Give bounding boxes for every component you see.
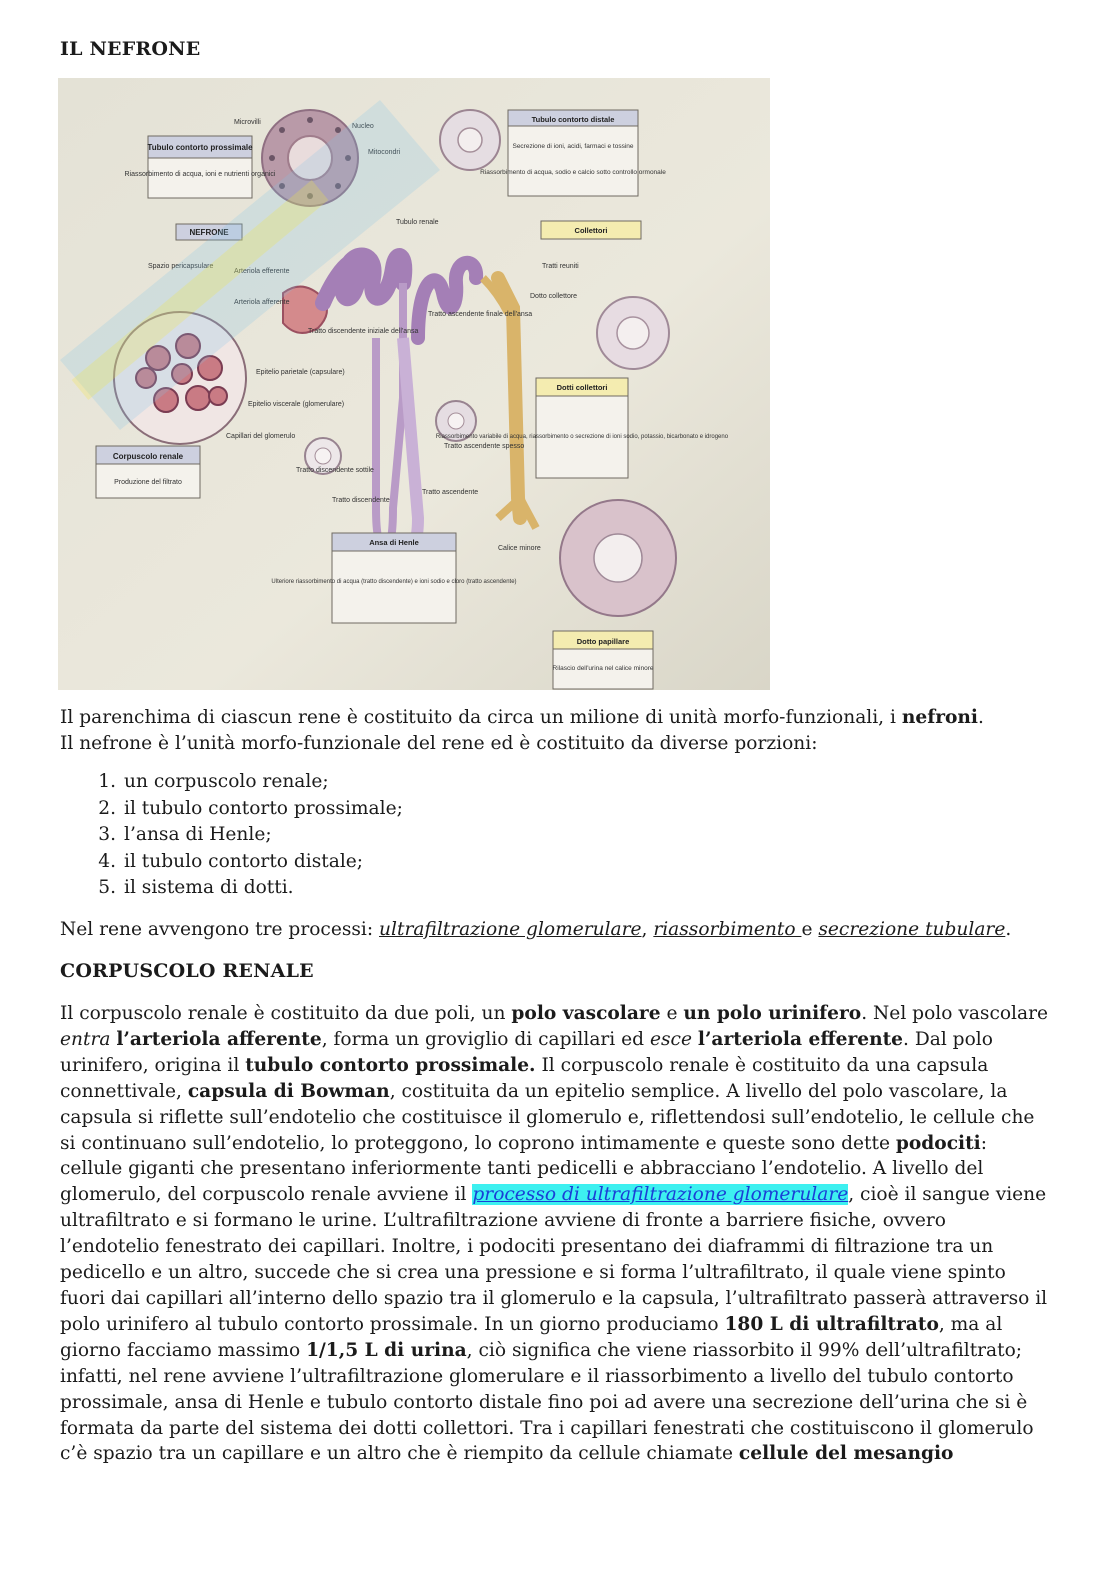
box-nefrone bbox=[176, 224, 242, 240]
svg-text:Rilascio dell'urina nel calice: Rilascio dell'urina nel calice minore bbox=[552, 665, 654, 672]
label-art-eff: Arteriola efferente bbox=[234, 268, 290, 275]
corpuscle-drawing bbox=[114, 312, 246, 444]
label-tratto-asc: Tratto ascendente bbox=[422, 489, 479, 496]
label-art-aff: Arteriola afferente bbox=[234, 299, 290, 306]
list-item: 1. un corpuscolo renale; bbox=[98, 771, 329, 792]
label-asc-spesso: Tratto ascendente spesso bbox=[444, 443, 525, 450]
label-disc-iniz: Tratto discendente iniziale dell'ansa bbox=[308, 328, 419, 335]
svg-text:Secrezione di ioni, acidi, far: Secrezione di ioni, acidi, farmaci e tossine bbox=[512, 143, 634, 150]
svg-text:Tubulo contorto prossimale: Tubulo contorto prossimale bbox=[147, 143, 253, 152]
papillary-cross-section bbox=[560, 500, 676, 616]
label-tratto-disc: Tratto discendente bbox=[332, 497, 390, 504]
box-collettori bbox=[541, 221, 641, 239]
svg-text:Riassorbimento variabile di ac: Riassorbimento variabile di acqua, riassorbimento o secrezione di ioni sodio, potassio, bicarbonato e idrogeno bbox=[435, 434, 729, 440]
svg-text:Dotto papillare: Dotto papillare bbox=[576, 637, 630, 646]
svg-text:Ulteriore riassorbimento di ac: Ulteriore riassorbimento di acqua (tratto discendente) e ioni sodio e cloro (tratto ascendente) bbox=[271, 579, 517, 585]
svg-text:Produzione del filtrato: Produzione del filtrato bbox=[114, 479, 182, 486]
proximal-cross-section bbox=[262, 110, 358, 206]
svg-text:Riassorbimento di acqua, sodio: Riassorbimento di acqua, sodio e calcio sotto controllo ormonale bbox=[480, 169, 666, 176]
svg-text:Corpuscolo renale: Corpuscolo renale bbox=[112, 452, 184, 461]
label-dotto-coll: Dotto collettore bbox=[530, 293, 578, 300]
label-nucleo: Nucleo bbox=[352, 123, 374, 130]
distal-cross-section bbox=[440, 110, 500, 170]
svg-text:Riassorbimento di acqua, ioni: Riassorbimento di acqua, ioni e nutrienti organici bbox=[124, 171, 276, 178]
svg-text:Collettori: Collettori bbox=[574, 226, 608, 235]
svg-text:NEFRONE: NEFRONE bbox=[189, 228, 229, 237]
collecting-cross-section bbox=[597, 297, 669, 369]
label-epit-par: Epitelio parietale (capsulare) bbox=[256, 369, 345, 376]
list-item: 3. l’ansa di Henle; bbox=[98, 824, 272, 845]
label-microvilli: Microvilli bbox=[234, 119, 261, 126]
box-papillare bbox=[553, 631, 654, 689]
box-tcd bbox=[480, 110, 666, 196]
list-item: 2. il tubulo contorto prossimale; bbox=[98, 797, 403, 819]
label-tratti-riuniti: Tratti reuniti bbox=[542, 263, 579, 270]
list-item: 5. il sistema di dotti. bbox=[98, 877, 294, 898]
svg-text:Tubulo contorto distale: Tubulo contorto distale bbox=[531, 115, 615, 124]
label-capillari: Capillari del glomerulo bbox=[226, 433, 296, 440]
section-title: CORPUSCOLO RENALE bbox=[60, 960, 314, 982]
box-corpuscolo bbox=[96, 446, 200, 498]
body-paragraph: Il corpuscolo renale è costituito da due poli, un polo vascolare e un polo urinifero. Nel polo vascolare entra l’arteriola afferente, forma un groviglio di capillari ed esce l’arteriola efferente. Dal polo urinifero, origina il tubulo contorto prossimale. Il corpuscolo renale è costituito da una capsula connettivale, capsula di Bowman, costituita da un epitelio semplice. A livello del polo vascolare, la capsula si riflette sull’endotelio che costituisce il glomerulo e, riflettendosi sull’endotelio, le cellule che si continuano sull’endotelio, lo proteggono, lo coprono intimamente e queste sono dette podociti: cellule giganti che presentano inferiormente tanti pedicelli e abbracciano l’endotelio. A livello del glomerulo, del corpuscolo renale avviene il processo di ultrafiltrazione glomerulare, cioè il sangue viene ultrafiltrato e si formano le urine. L’ultrafiltrazione avviene di fronte a barriere fisiche, ovvero l’endotelio fenestrato dei capillari. Inoltre, i podociti presentano dei diaframmi di filtrazione tra un pedicello e un altro, succede che si crea una pressione e si forma l’ultrafiltrato, il quale viene spinto fuori dai capillari all’interno dello spazio tra il glomerulo e la capsula, l’ultrafiltrato passerà attraverso il polo urinifero al tubulo contorto prossimale. In un giorno produciamo 180 L di ultrafiltrato, ma al giorno facciamo massimo 1/1,5 L di urina, ciò significa che viene riassorbito il 99% dell’ultrafiltrato; infatti, nel rene avviene l’ultrafiltrazione glomerulare e il riassorbimento a livello del tubulo contorto prossimale, ansa di Henle e tubulo contorto distale fino poi ad avere una secrezione dell’urina che si è formata da parte del sistema dei dotti collettori. Tra i capillari fenestrati che costituiscono il glomerulo c’è spazio tra un capillare e un altro che è riempito da cellule chiamate cellule del mesangio bbox=[60, 1003, 1048, 1465]
ultrafiltration-link[interactable]: processo di ultrafiltrazione glomerulare bbox=[472, 1184, 849, 1206]
label-calice: Calice minore bbox=[498, 545, 541, 552]
page-title: IL NEFRONE bbox=[60, 38, 201, 60]
list-item: 4. il tubulo contorto distale; bbox=[98, 850, 364, 872]
label-epit-visc: Epitelio viscerale (glomerulare) bbox=[248, 401, 345, 408]
nephron-figure bbox=[58, 78, 770, 690]
portions-list bbox=[60, 769, 403, 902]
label-tubulo-renale: Tubulo renale bbox=[396, 219, 439, 226]
svg-text:Dotti collettori: Dotti collettori bbox=[556, 383, 608, 392]
intro-paragraph: Il parenchima di ciascun rene è costituito da circa un milione di unità morfo-funzionali, i nefroni. Il nefrone è l’unità morfo-funzionale del rene ed è costituito da diverse porzioni: bbox=[60, 707, 984, 754]
label-asc-fin: Tratto ascendente finale dell'ansa bbox=[428, 311, 533, 318]
label-mitocondri: Mitocondri bbox=[368, 149, 401, 156]
processes-paragraph: Nel rene avvengono tre processi: ultrafiltrazione glomerulare, riassorbimento e secrezione tubulare. bbox=[60, 919, 1012, 940]
label-spazio: Spazio pericapsulare bbox=[148, 263, 214, 270]
label-disc-sottile: Tratto discendente sottile bbox=[296, 467, 374, 474]
svg-text:Ansa di Henle: Ansa di Henle bbox=[369, 538, 419, 547]
